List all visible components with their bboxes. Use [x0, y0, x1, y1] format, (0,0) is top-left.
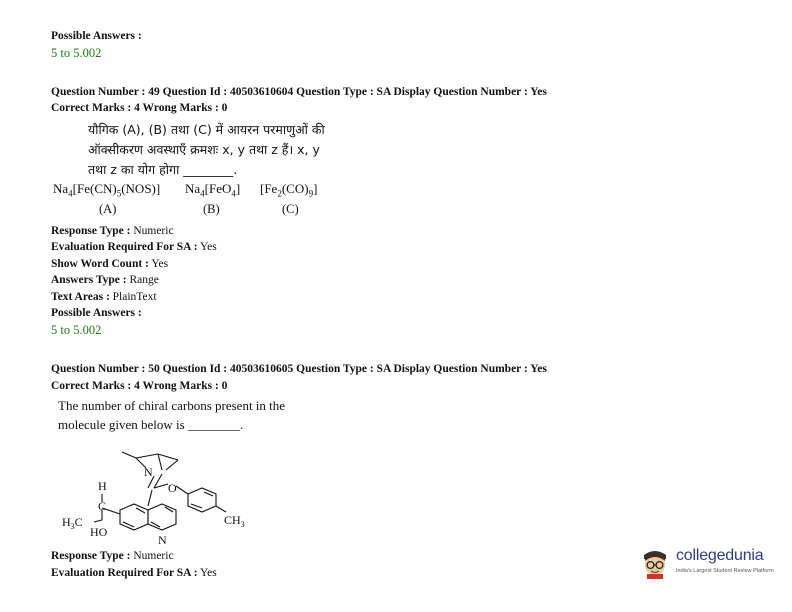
label-a: (A)	[99, 202, 117, 216]
atom-h3c: $H_3C$	[62, 515, 83, 531]
possible-answers-value: 5 to 5.002	[51, 46, 102, 60]
q49-possible-answers-value: 5 to 5.002	[51, 323, 102, 337]
q50-marks: Correct Marks : 4 Wrong Marks : 0	[51, 380, 228, 392]
q50-header: Question Number : 50 Question Id : 40503610605 Question Type : SA Display Question Number : Yes	[51, 363, 547, 375]
formula-c: $[Fe_2(CO)_9]$	[260, 181, 318, 199]
atom-o: O	[168, 481, 177, 495]
q49-evaluation-required: Evaluation Required For SA : Yes	[51, 241, 217, 253]
molecule-structure	[50, 440, 280, 550]
q49-text-line1: यौगिक (A), (B) तथा (C) में आयरन परमाणुओं की	[88, 122, 325, 137]
possible-answers-label: Possible Answers :	[51, 30, 142, 42]
q50-response-type: Response Type : Numeric	[51, 550, 174, 562]
q49-show-word-count: Show Word Count : Yes	[51, 258, 169, 270]
mascot-icon	[638, 545, 672, 579]
atom-h: H	[98, 479, 107, 493]
q50-evaluation-required: Evaluation Required For SA : Yes	[51, 567, 217, 579]
q50-text-line1: The number of chiral carbons present in the	[58, 398, 286, 413]
q50-text-line2: molecule given below is ________.	[58, 417, 244, 432]
molecule-bonds	[94, 452, 226, 530]
label-b: (B)	[203, 202, 220, 216]
brand-tagline: India's Largest Student Review Platform	[676, 568, 774, 574]
q49-text-areas: Text Areas : PlainText	[51, 291, 157, 303]
brand-name: collegedunia	[676, 547, 764, 564]
formula-b: $Na_4[FeO_4]$	[185, 181, 241, 199]
collegedunia-watermark	[638, 543, 778, 583]
atom-n-bridge: N	[144, 465, 153, 479]
atom-c: C	[98, 499, 107, 513]
q49-possible-answers-label: Possible Answers :	[51, 307, 142, 319]
q49-response-type: Response Type : Numeric	[51, 225, 174, 237]
q49-header: Question Number : 49 Question Id : 40503610604 Question Type : SA Display Question Number : Yes	[51, 86, 547, 98]
formula-a: $Na_4[Fe(CN)_5(NOS)]$	[53, 181, 161, 199]
atom-ho: HO	[90, 525, 108, 539]
label-c: (C)	[282, 202, 299, 216]
q49-answers-type: Answers Type : Range	[51, 274, 159, 286]
q49-marks: Correct Marks : 4 Wrong Marks : 0	[51, 102, 228, 114]
atom-n-quinoline: N	[158, 533, 167, 547]
atom-ch3: $CH_3$	[224, 513, 245, 529]
q49-text-line2: ऑक्सीकरण अवस्थाएँ क्रमशः x, y तथा z हैं। x, y	[88, 142, 320, 157]
q49-text-line3: तथा z का योग होगा ________.	[88, 162, 238, 177]
